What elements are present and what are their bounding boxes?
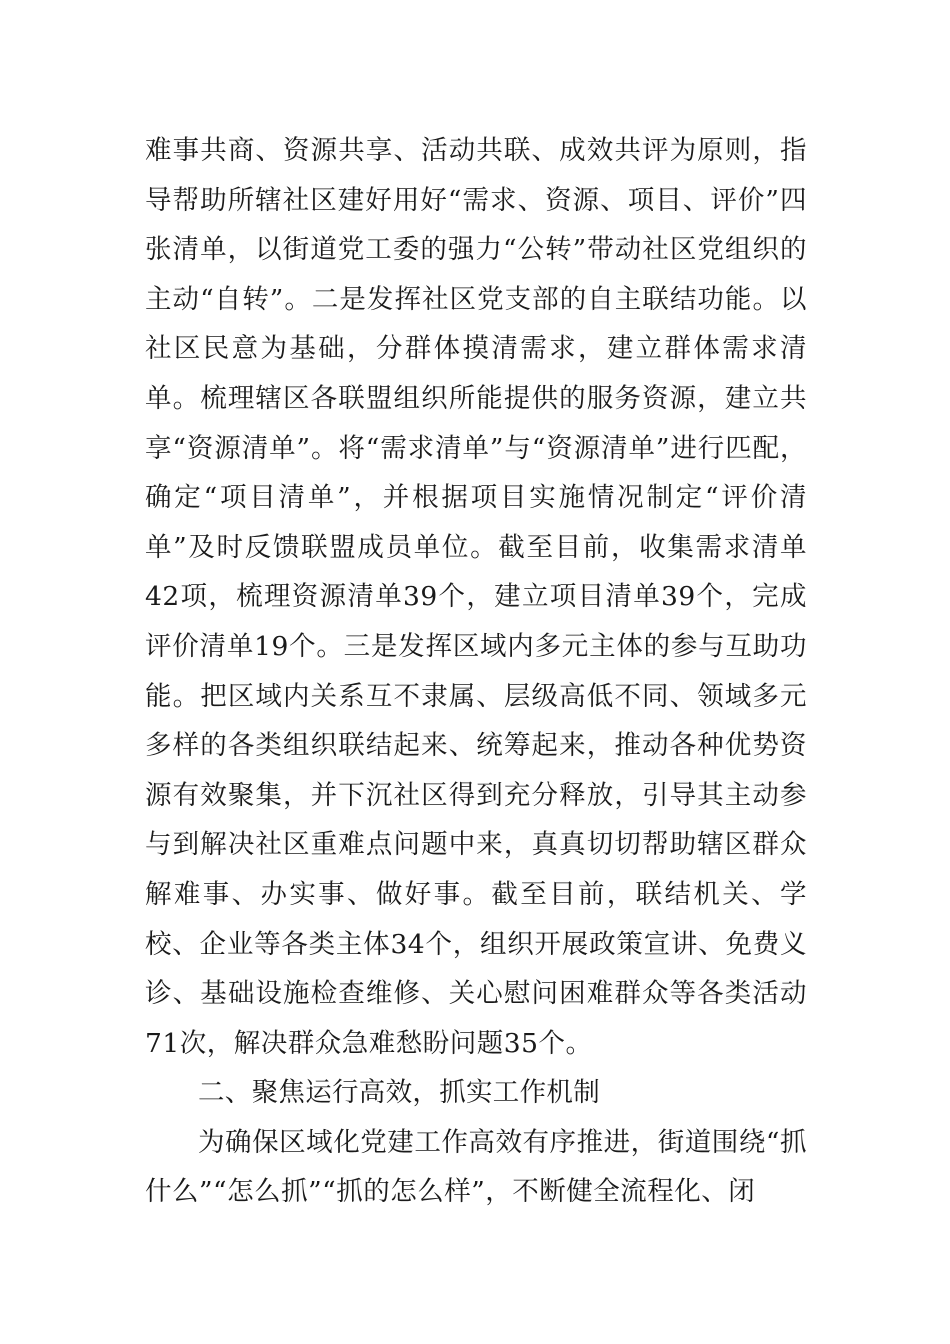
body-paragraph: 难事共商、资源共享、活动共联、成效共评为原则，指导帮助所辖社区建好用好“需求、资源、项目、评价”四张清单，以街道党工委的强力“公转”带动社区党组织的主动“自转”。二是发挥社区党支部的自主联结功能。以社区民意为基础，分群体摸清需求，建立群体需求清单。梳理辖区各联盟组织所能提供的服务资源，建立共享“资源清单”。将“需求清单”与“资源清单”进行匹配，确定“项目清单”，并根据项目实施情况制定“评价清单”及时反馈联盟成员单位。截至目前，收集需求清单42项，梳理资源清单39个，建立项目清单39个，完成评价清单19个。三是发挥区域内多元主体的参与互助功能。把区域内关系互不隶属、层级高低不同、领域多元多样的各类组织联结起来、统筹起来，推动各种优势资源有效聚集，并下沉社区得到充分释放，引导其主动参与到解决社区重难点问题中来，真真切切帮助辖区群众解难事、办实事、做好事。截至目前，联结机关、学校、企业等各类主体34个，组织开展政策宣讲、免费义诊、基础设施检查维修、关心慰问困难群众等各类活动71次，解决群众急难愁盼问题35个。: [145, 135, 807, 1059]
section-heading: 二、聚焦运行高效，抓实工作机制: [198, 1077, 600, 1109]
section-paragraph: 为确保区域化党建工作高效有序推进，街道围绕“抓什么”“怎么抓”“抓的怎么样”，不断健全流程化、闭: [145, 1126, 807, 1208]
document-body: [145, 126, 807, 1217]
